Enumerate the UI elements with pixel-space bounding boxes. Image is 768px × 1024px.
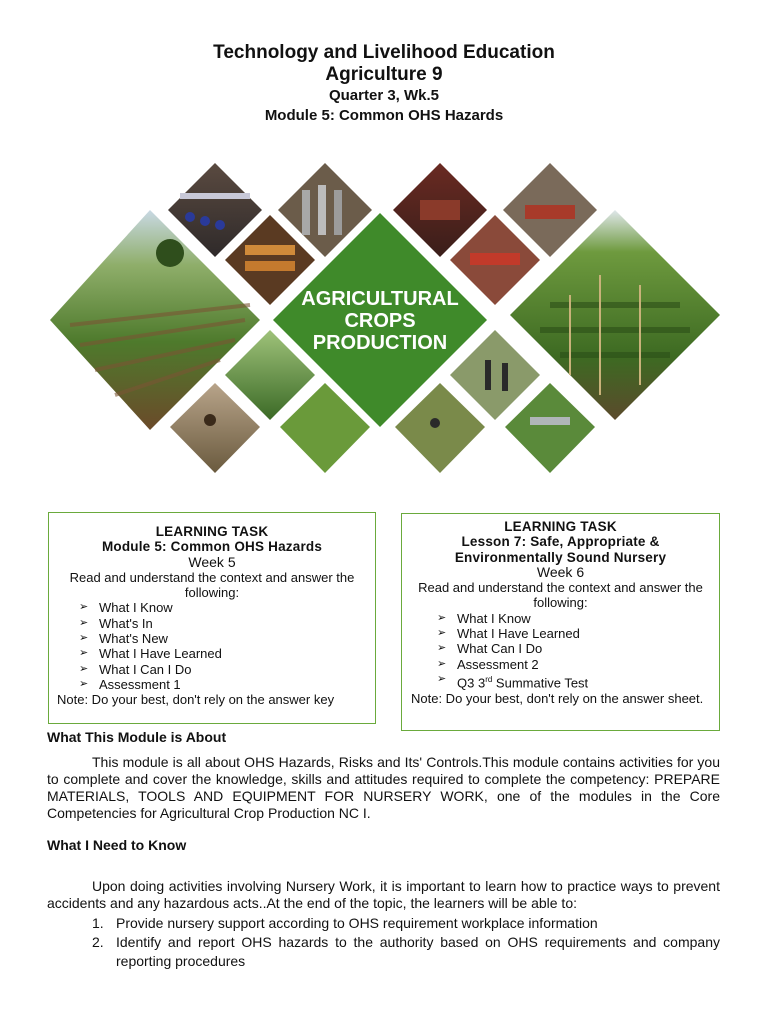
learning-task-week5	[48, 512, 376, 724]
list-item: ➢ Assessment 1	[79, 677, 375, 692]
list-item: ➢ What's New	[79, 631, 375, 646]
task-week: Week 6	[536, 563, 585, 580]
list-item: ➢ What Can I Do	[437, 641, 719, 656]
center-label-line1: AGRICULTURAL	[301, 288, 459, 310]
list-item	[437, 672, 719, 691]
list-item: ➢ What's In	[79, 616, 375, 631]
quarter-week: Quarter 3, Wk.5	[328, 87, 440, 104]
list-item: ➢ What I Know	[437, 611, 719, 626]
task-lesson-line2: Environmentally Sound Nursery	[454, 549, 667, 565]
task-list	[437, 611, 719, 691]
course-title: Agriculture 9	[325, 64, 443, 85]
summative-sup: rd	[485, 674, 493, 684]
task-instruction: Read and understand the context and answer the following:	[418, 580, 703, 611]
learning-task-week6	[401, 513, 720, 731]
objective-item: 1. Provide nursery support according to OHS requirement workplace information	[92, 915, 598, 931]
task-heading: LEARNING TASK	[155, 524, 269, 539]
objective-item: 2. Identify and report OHS hazards to the authority based on OHS requirements and company reporting procedures	[92, 934, 720, 969]
center-label-line2: CROPS	[344, 310, 416, 332]
list-item: ➢ What I Can I Do	[79, 662, 375, 677]
module-title: Module 5: Common OHS Hazards	[264, 107, 504, 124]
task-lesson-line1: Lesson 7: Safe, Appropriate &	[461, 534, 660, 550]
list-item: ➢ What I Have Learned	[437, 626, 719, 641]
about-text: This module is all about OHS Hazards, Risks and Its' Controls.This module contains activities for you to complete and cover the knowledge, skills and attitudes required to complete the competency: PREPARE MATERIALS, TOOLS AND EQUIPMENT FOR NURSERY WORK, one of the modules in the Core Competencies for Agricultural Crop Production NC I.	[47, 754, 720, 821]
about-paragraph	[47, 754, 720, 822]
task-note: Note: Do your best, don't rely on the answer sheet.	[411, 690, 704, 706]
list-item: ➢ What I Know	[79, 600, 375, 615]
center-diamond	[273, 213, 487, 427]
title-block	[0, 42, 768, 126]
task-list	[79, 600, 375, 692]
task-instruction: Read and understand the context and answer the following:	[69, 569, 355, 601]
need-text: Upon doing activities involving Nursery Work, it is important to learn how to practice ways to prevent accidents and any hazardous acts..At the end of the topic, the learners will be able to:	[47, 878, 720, 911]
objectives-list	[92, 914, 720, 971]
subject-title: Technology and Livelihood Education	[213, 42, 555, 63]
summative-suffix: Summative Test	[492, 675, 589, 691]
task-heading: LEARNING TASK	[504, 519, 617, 534]
task-week: Week 5	[188, 553, 236, 570]
objective-text: Identify and report OHS hazards to the authority based on OHS requirements and company reporting procedures	[116, 934, 720, 969]
need-heading: What I Need to Know	[47, 837, 187, 853]
task-note: Note: Do your best, don't rely on the answer key	[57, 692, 335, 708]
task-module: Module 5: Common OHS Hazards	[101, 539, 323, 555]
agricultural-crops-collage	[40, 155, 730, 480]
summative-prefix: Q3 3	[457, 675, 486, 691]
list-item: ➢ Assessment 2	[437, 657, 719, 672]
list-item: ➢ What I Have Learned	[79, 646, 375, 661]
need-paragraph	[47, 878, 720, 912]
objective-text: Provide nursery support according to OHS requirement workplace information	[116, 915, 598, 931]
center-label-line3: PRODUCTION	[312, 332, 448, 354]
about-heading: What This Module is About	[47, 729, 227, 745]
